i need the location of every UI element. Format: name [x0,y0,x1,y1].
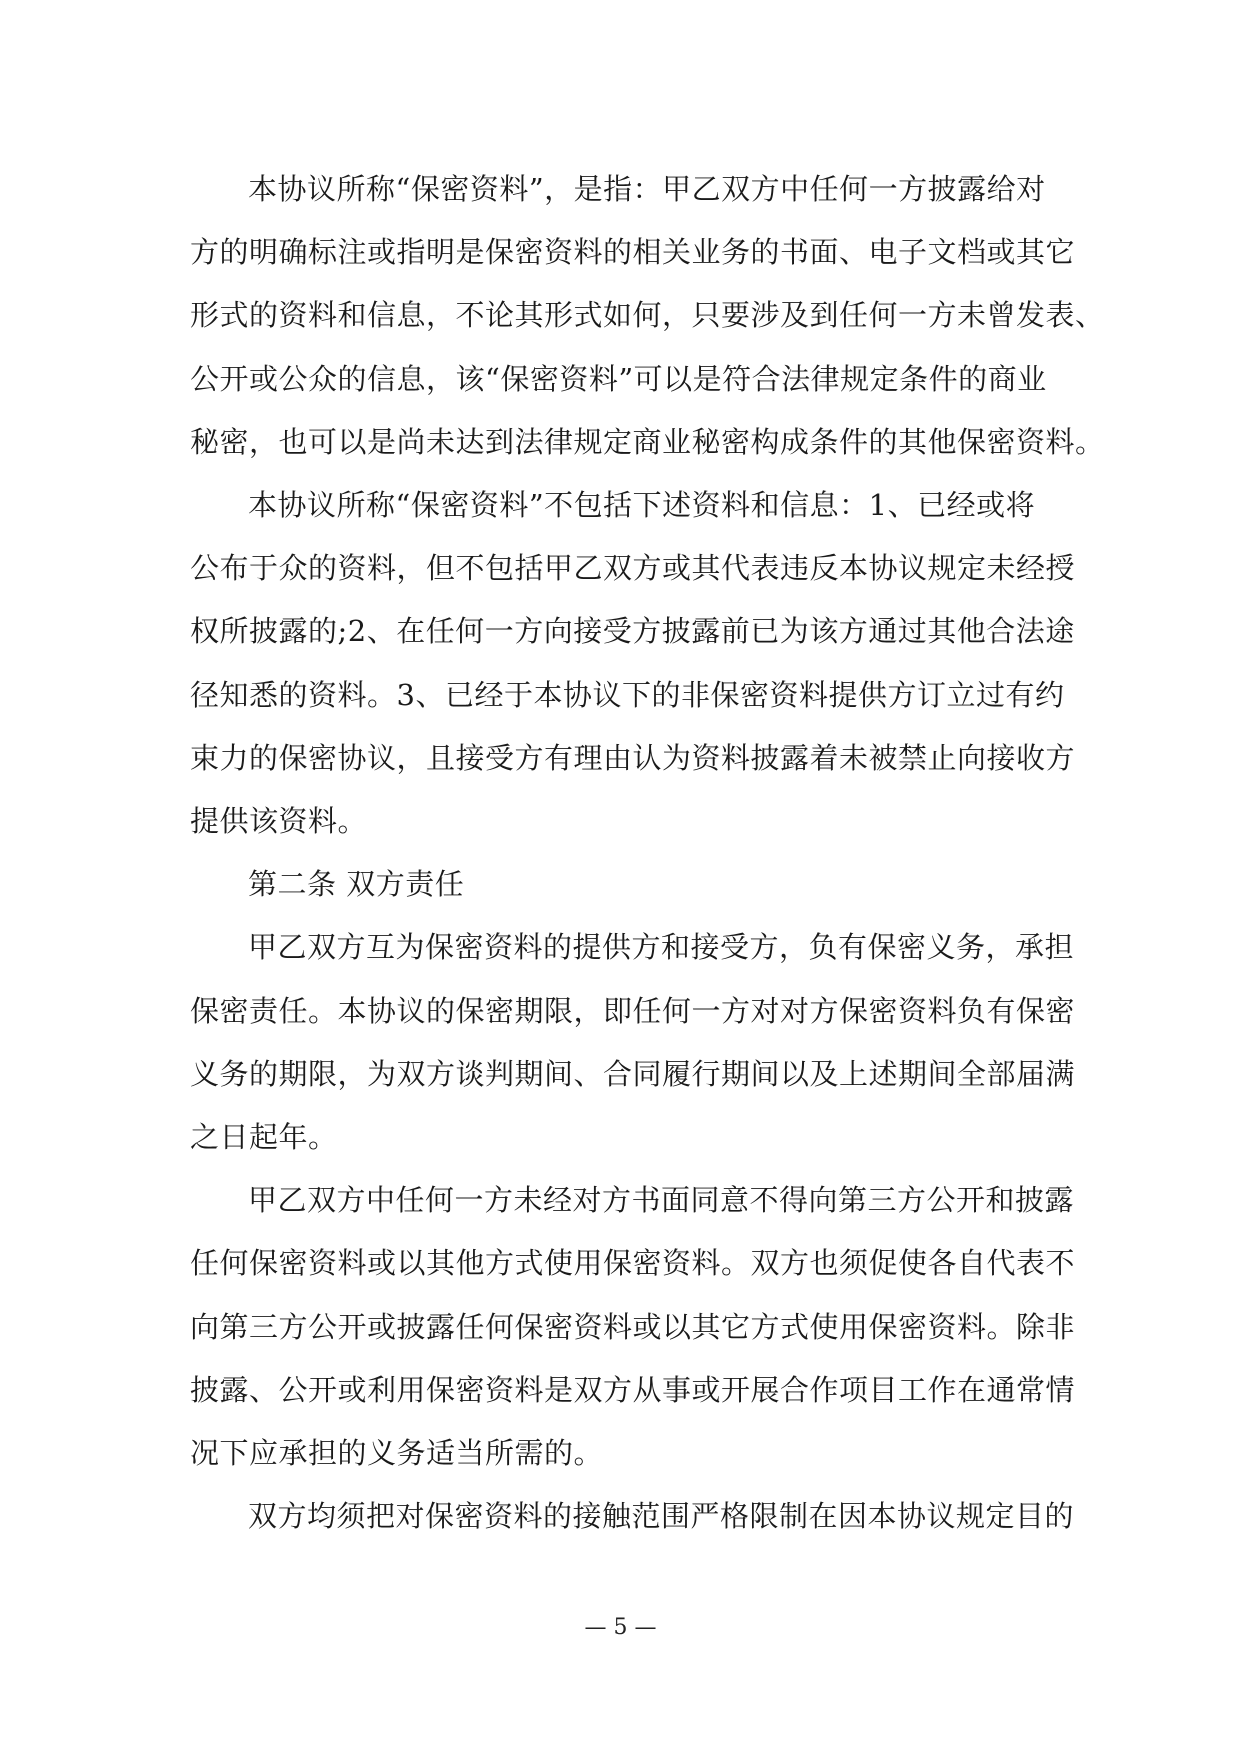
paragraph-access-limit [190,1485,1075,1548]
text-line: 本协议所称“保密资料”不包括下述资料和信息：1、已经或将 [248,488,1036,523]
text-line: 形式的资料和信息，不论其形式如何，只要涉及到任何一方未曾发表、 [190,298,1105,333]
section-heading-article-2 [190,853,1055,916]
text-line: 本协议所称“保密资料”，是指：甲乙双方中任何一方披露给对 [248,172,1046,206]
text-line: 公布于众的资料，但不包括甲乙双方或其代表违反本协议规定未经授 [190,551,1076,586]
text-line: 披露、公开或利用保密资料是双方从事或开展合作项目工作在通常情 [190,1372,1076,1407]
text-line: 甲乙双方中任何一方未经对方书面同意不得向第三方公开和披露 [248,1183,1075,1218]
text-line: 径知悉的资料。3、已经于本协议下的非保密资料提供方订立过有约 [190,677,1065,712]
text-line: 束力的保密协议，且接受方有理由认为资料披露着未被禁止向接收方 [190,740,1076,775]
paragraph-exclusions [190,474,1076,853]
text-line: 第二条 双方责任 [248,867,465,902]
paragraph-no-disclosure [190,1169,1076,1485]
paragraph-confidential-definition [190,158,1105,474]
text-line: 况下应承担的义务适当所需的。 [190,1436,604,1471]
page-number: — 5 — [584,1615,657,1640]
text-line: 提供该资料。 [190,804,368,839]
text-line: 之日起年。 [190,1120,338,1155]
text-line: 向第三方公开或披露任何保密资料或以其它方式使用保密资料。除非 [190,1309,1076,1344]
text-line: 双方均须把对保密资料的接触范围严格限制在因本协议规定目的 [248,1499,1075,1534]
text-line: 公开或公众的信息，该“保密资料”可以是符合法律规定条件的商业 [190,361,1047,396]
text-line: 任何保密资料或以其他方式使用保密资料。双方也须促使各自代表不 [190,1246,1076,1281]
paragraph-mutual-obligations [190,916,1076,1169]
text-line: 权所披露的;2、在任何一方向接受方披露前已为该方通过其他合法途 [190,614,1075,649]
text-line: 秘密，也可以是尚未达到法律规定商业秘密构成条件的其他保密资料。 [190,424,1105,459]
document-body [190,158,1105,1548]
text-line: 方的明确标注或指明是保密资料的相关业务的书面、电子文档或其它 [190,235,1076,270]
text-line: 甲乙双方互为保密资料的提供方和接受方，负有保密义务，承担 [248,930,1075,965]
text-line: 义务的期限，为双方谈判期间、合同履行期间以及上述期间全部届满 [190,1056,1076,1091]
text-line: 保密责任。本协议的保密期限，即任何一方对对方保密资料负有保密 [190,993,1076,1028]
